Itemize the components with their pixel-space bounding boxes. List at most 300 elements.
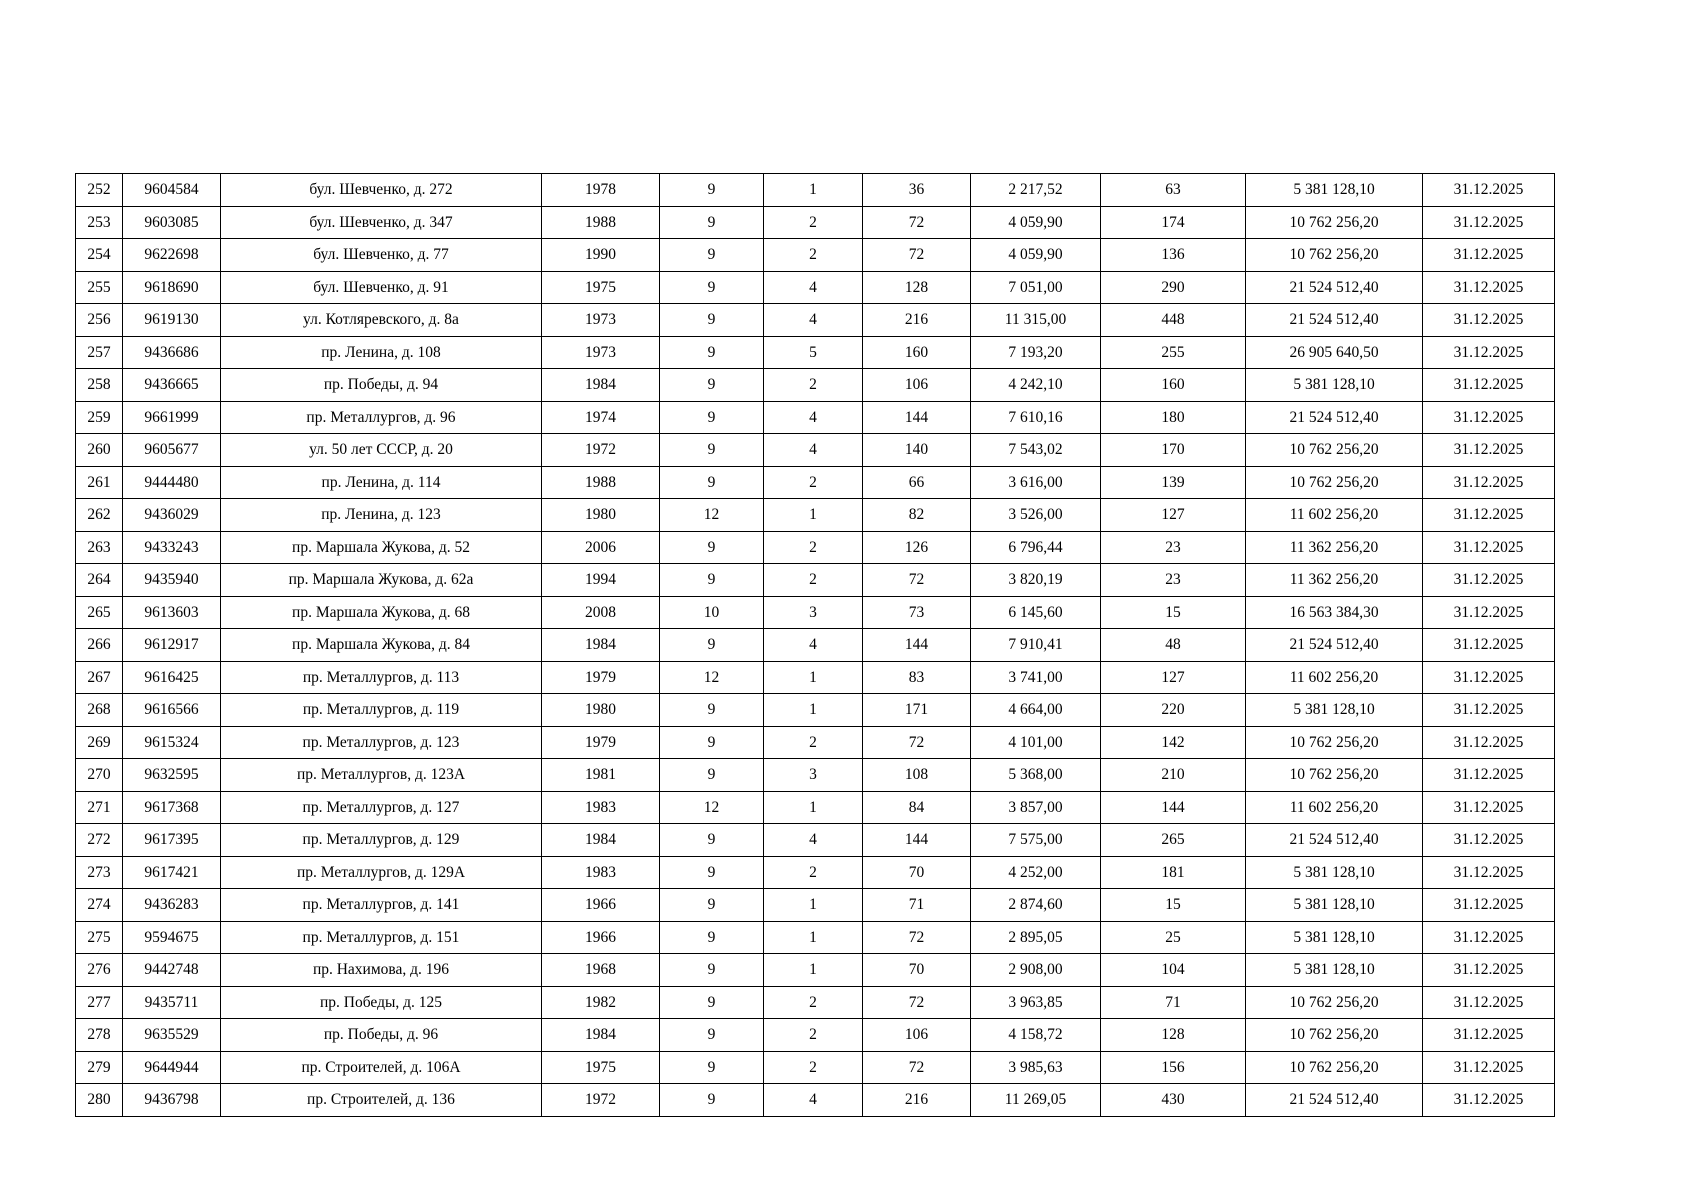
floors-cell: 9 <box>660 1051 764 1084</box>
floors-cell: 9 <box>660 174 764 207</box>
table-row <box>76 629 1555 662</box>
entrances-cell: 5 <box>764 336 863 369</box>
table-row <box>76 889 1555 922</box>
table-row <box>76 369 1555 402</box>
residents-cell: 180 <box>1101 401 1246 434</box>
deadline-date-cell: 31.12.2025 <box>1423 824 1555 857</box>
floors-cell: 9 <box>660 564 764 597</box>
apartments-cell: 106 <box>863 1019 971 1052</box>
amount-cell: 10 762 256,20 <box>1246 1051 1423 1084</box>
year-built-cell: 1978 <box>542 174 660 207</box>
row-number-cell: 272 <box>76 824 123 857</box>
residents-cell: 127 <box>1101 661 1246 694</box>
house-code-cell: 9644944 <box>123 1051 221 1084</box>
row-number-cell: 267 <box>76 661 123 694</box>
area-cell: 7 193,20 <box>971 336 1101 369</box>
year-built-cell: 1984 <box>542 629 660 662</box>
address-cell: пр. Металлургов, д. 129А <box>221 856 542 889</box>
house-code-cell: 9604584 <box>123 174 221 207</box>
apartments-cell: 144 <box>863 824 971 857</box>
amount-cell: 16 563 384,30 <box>1246 596 1423 629</box>
table-row <box>76 239 1555 272</box>
apartments-cell: 72 <box>863 726 971 759</box>
table-row <box>76 1051 1555 1084</box>
residents-cell: 104 <box>1101 954 1246 987</box>
area-cell: 3 820,19 <box>971 564 1101 597</box>
address-cell: пр. Строителей, д. 106А <box>221 1051 542 1084</box>
residents-cell: 71 <box>1101 986 1246 1019</box>
residents-cell: 220 <box>1101 694 1246 727</box>
deadline-date-cell: 31.12.2025 <box>1423 661 1555 694</box>
address-cell: пр. Металлургов, д. 141 <box>221 889 542 922</box>
area-cell: 2 908,00 <box>971 954 1101 987</box>
entrances-cell: 4 <box>764 271 863 304</box>
entrances-cell: 2 <box>764 1051 863 1084</box>
row-number-cell: 279 <box>76 1051 123 1084</box>
table-row <box>76 434 1555 467</box>
deadline-date-cell: 31.12.2025 <box>1423 336 1555 369</box>
apartments-cell: 126 <box>863 531 971 564</box>
apartments-cell: 83 <box>863 661 971 694</box>
row-number-cell: 268 <box>76 694 123 727</box>
house-code-cell: 9435711 <box>123 986 221 1019</box>
house-code-cell: 9616425 <box>123 661 221 694</box>
table-row <box>76 1019 1555 1052</box>
floors-cell: 9 <box>660 921 764 954</box>
apartments-cell: 72 <box>863 1051 971 1084</box>
table-row <box>76 661 1555 694</box>
deadline-date-cell: 31.12.2025 <box>1423 954 1555 987</box>
row-number-cell: 252 <box>76 174 123 207</box>
apartments-cell: 216 <box>863 304 971 337</box>
address-cell: пр. Ленина, д. 114 <box>221 466 542 499</box>
housing-registry-table <box>75 173 1555 1117</box>
area-cell: 11 269,05 <box>971 1084 1101 1117</box>
year-built-cell: 1980 <box>542 694 660 727</box>
year-built-cell: 1966 <box>542 921 660 954</box>
house-code-cell: 9617421 <box>123 856 221 889</box>
address-cell: пр. Металлургов, д. 119 <box>221 694 542 727</box>
entrances-cell: 2 <box>764 1019 863 1052</box>
year-built-cell: 1980 <box>542 499 660 532</box>
deadline-date-cell: 31.12.2025 <box>1423 369 1555 402</box>
house-code-cell: 9632595 <box>123 759 221 792</box>
deadline-date-cell: 31.12.2025 <box>1423 174 1555 207</box>
area-cell: 4 059,90 <box>971 206 1101 239</box>
area-cell: 7 543,02 <box>971 434 1101 467</box>
entrances-cell: 2 <box>764 206 863 239</box>
house-code-cell: 9442748 <box>123 954 221 987</box>
residents-cell: 15 <box>1101 889 1246 922</box>
address-cell: пр. Победы, д. 125 <box>221 986 542 1019</box>
address-cell: пр. Металлургов, д. 127 <box>221 791 542 824</box>
house-code-cell: 9615324 <box>123 726 221 759</box>
house-code-cell: 9612917 <box>123 629 221 662</box>
address-cell: пр. Маршала Жукова, д. 62а <box>221 564 542 597</box>
deadline-date-cell: 31.12.2025 <box>1423 304 1555 337</box>
residents-cell: 136 <box>1101 239 1246 272</box>
entrances-cell: 1 <box>764 694 863 727</box>
deadline-date-cell: 31.12.2025 <box>1423 401 1555 434</box>
address-cell: пр. Металлургов, д. 151 <box>221 921 542 954</box>
amount-cell: 11 362 256,20 <box>1246 531 1423 564</box>
year-built-cell: 1983 <box>542 856 660 889</box>
year-built-cell: 1975 <box>542 1051 660 1084</box>
floors-cell: 9 <box>660 239 764 272</box>
deadline-date-cell: 31.12.2025 <box>1423 856 1555 889</box>
year-built-cell: 1988 <box>542 466 660 499</box>
entrances-cell: 2 <box>764 856 863 889</box>
deadline-date-cell: 31.12.2025 <box>1423 921 1555 954</box>
residents-cell: 48 <box>1101 629 1246 662</box>
row-number-cell: 273 <box>76 856 123 889</box>
entrances-cell: 1 <box>764 791 863 824</box>
address-cell: пр. Маршала Жукова, д. 52 <box>221 531 542 564</box>
amount-cell: 10 762 256,20 <box>1246 434 1423 467</box>
row-number-cell: 262 <box>76 499 123 532</box>
deadline-date-cell: 31.12.2025 <box>1423 1019 1555 1052</box>
house-code-cell: 9436686 <box>123 336 221 369</box>
table-row <box>76 856 1555 889</box>
house-code-cell: 9618690 <box>123 271 221 304</box>
row-number-cell: 261 <box>76 466 123 499</box>
year-built-cell: 1982 <box>542 986 660 1019</box>
address-cell: пр. Маршала Жукова, д. 68 <box>221 596 542 629</box>
amount-cell: 10 762 256,20 <box>1246 239 1423 272</box>
house-code-cell: 9433243 <box>123 531 221 564</box>
residents-cell: 210 <box>1101 759 1246 792</box>
area-cell: 2 874,60 <box>971 889 1101 922</box>
year-built-cell: 1975 <box>542 271 660 304</box>
area-cell: 3 616,00 <box>971 466 1101 499</box>
residents-cell: 156 <box>1101 1051 1246 1084</box>
row-number-cell: 280 <box>76 1084 123 1117</box>
floors-cell: 12 <box>660 661 764 694</box>
entrances-cell: 4 <box>764 1084 863 1117</box>
row-number-cell: 265 <box>76 596 123 629</box>
amount-cell: 21 524 512,40 <box>1246 271 1423 304</box>
residents-cell: 139 <box>1101 466 1246 499</box>
residents-cell: 255 <box>1101 336 1246 369</box>
entrances-cell: 2 <box>764 239 863 272</box>
floors-cell: 9 <box>660 986 764 1019</box>
address-cell: ул. 50 лет СССР, д. 20 <box>221 434 542 467</box>
table-row <box>76 921 1555 954</box>
area-cell: 3 857,00 <box>971 791 1101 824</box>
apartments-cell: 70 <box>863 856 971 889</box>
apartments-cell: 82 <box>863 499 971 532</box>
row-number-cell: 270 <box>76 759 123 792</box>
apartments-cell: 36 <box>863 174 971 207</box>
table-row <box>76 726 1555 759</box>
entrances-cell: 3 <box>764 596 863 629</box>
entrances-cell: 2 <box>764 369 863 402</box>
house-code-cell: 9616566 <box>123 694 221 727</box>
amount-cell: 5 381 128,10 <box>1246 369 1423 402</box>
deadline-date-cell: 31.12.2025 <box>1423 466 1555 499</box>
house-code-cell: 9617368 <box>123 791 221 824</box>
amount-cell: 10 762 256,20 <box>1246 466 1423 499</box>
table-row <box>76 401 1555 434</box>
amount-cell: 21 524 512,40 <box>1246 304 1423 337</box>
entrances-cell: 4 <box>764 434 863 467</box>
residents-cell: 160 <box>1101 369 1246 402</box>
deadline-date-cell: 31.12.2025 <box>1423 759 1555 792</box>
table-row <box>76 564 1555 597</box>
residents-cell: 174 <box>1101 206 1246 239</box>
floors-cell: 9 <box>660 401 764 434</box>
residents-cell: 144 <box>1101 791 1246 824</box>
deadline-date-cell: 31.12.2025 <box>1423 434 1555 467</box>
deadline-date-cell: 31.12.2025 <box>1423 239 1555 272</box>
area-cell: 6 796,44 <box>971 531 1101 564</box>
table-row <box>76 824 1555 857</box>
house-code-cell: 9436283 <box>123 889 221 922</box>
year-built-cell: 1979 <box>542 661 660 694</box>
table-row <box>76 336 1555 369</box>
table-body <box>76 174 1555 1117</box>
area-cell: 6 145,60 <box>971 596 1101 629</box>
table-row <box>76 531 1555 564</box>
address-cell: пр. Победы, д. 94 <box>221 369 542 402</box>
residents-cell: 448 <box>1101 304 1246 337</box>
row-number-cell: 266 <box>76 629 123 662</box>
entrances-cell: 1 <box>764 661 863 694</box>
year-built-cell: 2008 <box>542 596 660 629</box>
year-built-cell: 1974 <box>542 401 660 434</box>
apartments-cell: 70 <box>863 954 971 987</box>
row-number-cell: 257 <box>76 336 123 369</box>
house-code-cell: 9622698 <box>123 239 221 272</box>
apartments-cell: 84 <box>863 791 971 824</box>
house-code-cell: 9436665 <box>123 369 221 402</box>
row-number-cell: 276 <box>76 954 123 987</box>
residents-cell: 128 <box>1101 1019 1246 1052</box>
area-cell: 4 252,00 <box>971 856 1101 889</box>
apartments-cell: 216 <box>863 1084 971 1117</box>
deadline-date-cell: 31.12.2025 <box>1423 499 1555 532</box>
entrances-cell: 2 <box>764 564 863 597</box>
apartments-cell: 73 <box>863 596 971 629</box>
amount-cell: 10 762 256,20 <box>1246 726 1423 759</box>
floors-cell: 9 <box>660 369 764 402</box>
area-cell: 4 059,90 <box>971 239 1101 272</box>
amount-cell: 10 762 256,20 <box>1246 1019 1423 1052</box>
amount-cell: 5 381 128,10 <box>1246 856 1423 889</box>
entrances-cell: 2 <box>764 726 863 759</box>
row-number-cell: 278 <box>76 1019 123 1052</box>
entrances-cell: 1 <box>764 499 863 532</box>
entrances-cell: 2 <box>764 531 863 564</box>
year-built-cell: 1972 <box>542 1084 660 1117</box>
apartments-cell: 144 <box>863 401 971 434</box>
address-cell: бул. Шевченко, д. 77 <box>221 239 542 272</box>
residents-cell: 23 <box>1101 531 1246 564</box>
area-cell: 3 526,00 <box>971 499 1101 532</box>
residents-cell: 142 <box>1101 726 1246 759</box>
address-cell: пр. Ленина, д. 123 <box>221 499 542 532</box>
entrances-cell: 4 <box>764 629 863 662</box>
house-code-cell: 9594675 <box>123 921 221 954</box>
floors-cell: 9 <box>660 1019 764 1052</box>
amount-cell: 21 524 512,40 <box>1246 1084 1423 1117</box>
house-code-cell: 9436798 <box>123 1084 221 1117</box>
house-code-cell: 9635529 <box>123 1019 221 1052</box>
house-code-cell: 9603085 <box>123 206 221 239</box>
year-built-cell: 1983 <box>542 791 660 824</box>
area-cell: 4 242,10 <box>971 369 1101 402</box>
year-built-cell: 1973 <box>542 336 660 369</box>
residents-cell: 63 <box>1101 174 1246 207</box>
amount-cell: 11 362 256,20 <box>1246 564 1423 597</box>
area-cell: 7 610,16 <box>971 401 1101 434</box>
address-cell: пр. Ленина, д. 108 <box>221 336 542 369</box>
amount-cell: 11 602 256,20 <box>1246 791 1423 824</box>
row-number-cell: 269 <box>76 726 123 759</box>
house-code-cell: 9661999 <box>123 401 221 434</box>
amount-cell: 10 762 256,20 <box>1246 206 1423 239</box>
table-row <box>76 759 1555 792</box>
floors-cell: 9 <box>660 856 764 889</box>
amount-cell: 10 762 256,20 <box>1246 759 1423 792</box>
house-code-cell: 9619130 <box>123 304 221 337</box>
deadline-date-cell: 31.12.2025 <box>1423 629 1555 662</box>
house-code-cell: 9444480 <box>123 466 221 499</box>
floors-cell: 9 <box>660 466 764 499</box>
entrances-cell: 1 <box>764 174 863 207</box>
address-cell: пр. Строителей, д. 136 <box>221 1084 542 1117</box>
address-cell: пр. Металлургов, д. 123А <box>221 759 542 792</box>
apartments-cell: 72 <box>863 206 971 239</box>
table-row <box>76 466 1555 499</box>
deadline-date-cell: 31.12.2025 <box>1423 206 1555 239</box>
apartments-cell: 71 <box>863 889 971 922</box>
area-cell: 2 217,52 <box>971 174 1101 207</box>
apartments-cell: 171 <box>863 694 971 727</box>
amount-cell: 10 762 256,20 <box>1246 986 1423 1019</box>
table-row <box>76 694 1555 727</box>
row-number-cell: 260 <box>76 434 123 467</box>
row-number-cell: 264 <box>76 564 123 597</box>
residents-cell: 25 <box>1101 921 1246 954</box>
area-cell: 3 985,63 <box>971 1051 1101 1084</box>
house-code-cell: 9613603 <box>123 596 221 629</box>
address-cell: пр. Маршала Жукова, д. 84 <box>221 629 542 662</box>
row-number-cell: 255 <box>76 271 123 304</box>
address-cell: пр. Нахимова, д. 196 <box>221 954 542 987</box>
entrances-cell: 2 <box>764 466 863 499</box>
deadline-date-cell: 31.12.2025 <box>1423 694 1555 727</box>
entrances-cell: 4 <box>764 824 863 857</box>
area-cell: 5 368,00 <box>971 759 1101 792</box>
entrances-cell: 4 <box>764 304 863 337</box>
table-row <box>76 271 1555 304</box>
residents-cell: 127 <box>1101 499 1246 532</box>
apartments-cell: 72 <box>863 921 971 954</box>
amount-cell: 21 524 512,40 <box>1246 824 1423 857</box>
apartments-cell: 72 <box>863 239 971 272</box>
amount-cell: 26 905 640,50 <box>1246 336 1423 369</box>
deadline-date-cell: 31.12.2025 <box>1423 791 1555 824</box>
entrances-cell: 1 <box>764 921 863 954</box>
floors-cell: 9 <box>660 304 764 337</box>
amount-cell: 5 381 128,10 <box>1246 174 1423 207</box>
table-row <box>76 1084 1555 1117</box>
apartments-cell: 66 <box>863 466 971 499</box>
table-row <box>76 499 1555 532</box>
floors-cell: 9 <box>660 759 764 792</box>
floors-cell: 9 <box>660 1084 764 1117</box>
area-cell: 7 910,41 <box>971 629 1101 662</box>
address-cell: бул. Шевченко, д. 347 <box>221 206 542 239</box>
house-code-cell: 9436029 <box>123 499 221 532</box>
entrances-cell: 4 <box>764 401 863 434</box>
table-row <box>76 954 1555 987</box>
house-code-cell: 9605677 <box>123 434 221 467</box>
amount-cell: 11 602 256,20 <box>1246 499 1423 532</box>
entrances-cell: 3 <box>764 759 863 792</box>
year-built-cell: 1984 <box>542 369 660 402</box>
house-code-cell: 9435940 <box>123 564 221 597</box>
row-number-cell: 259 <box>76 401 123 434</box>
row-number-cell: 271 <box>76 791 123 824</box>
residents-cell: 430 <box>1101 1084 1246 1117</box>
floors-cell: 9 <box>660 206 764 239</box>
table-row <box>76 304 1555 337</box>
floors-cell: 9 <box>660 629 764 662</box>
residents-cell: 181 <box>1101 856 1246 889</box>
year-built-cell: 1981 <box>542 759 660 792</box>
address-cell: пр. Победы, д. 96 <box>221 1019 542 1052</box>
deadline-date-cell: 31.12.2025 <box>1423 564 1555 597</box>
year-built-cell: 1973 <box>542 304 660 337</box>
area-cell: 2 895,05 <box>971 921 1101 954</box>
amount-cell: 21 524 512,40 <box>1246 629 1423 662</box>
apartments-cell: 144 <box>863 629 971 662</box>
apartments-cell: 140 <box>863 434 971 467</box>
house-code-cell: 9617395 <box>123 824 221 857</box>
entrances-cell: 2 <box>764 986 863 1019</box>
floors-cell: 12 <box>660 499 764 532</box>
apartments-cell: 72 <box>863 986 971 1019</box>
residents-cell: 290 <box>1101 271 1246 304</box>
deadline-date-cell: 31.12.2025 <box>1423 986 1555 1019</box>
year-built-cell: 1990 <box>542 239 660 272</box>
area-cell: 3 963,85 <box>971 986 1101 1019</box>
residents-cell: 23 <box>1101 564 1246 597</box>
residents-cell: 15 <box>1101 596 1246 629</box>
address-cell: пр. Металлургов, д. 113 <box>221 661 542 694</box>
apartments-cell: 72 <box>863 564 971 597</box>
amount-cell: 5 381 128,10 <box>1246 889 1423 922</box>
table-row <box>76 206 1555 239</box>
deadline-date-cell: 31.12.2025 <box>1423 1051 1555 1084</box>
address-cell: бул. Шевченко, д. 272 <box>221 174 542 207</box>
address-cell: пр. Металлургов, д. 129 <box>221 824 542 857</box>
table-row <box>76 986 1555 1019</box>
row-number-cell: 256 <box>76 304 123 337</box>
area-cell: 7 575,00 <box>971 824 1101 857</box>
year-built-cell: 1994 <box>542 564 660 597</box>
floors-cell: 9 <box>660 954 764 987</box>
address-cell: ул. Котляревского, д. 8а <box>221 304 542 337</box>
area-cell: 4 158,72 <box>971 1019 1101 1052</box>
amount-cell: 5 381 128,10 <box>1246 694 1423 727</box>
row-number-cell: 277 <box>76 986 123 1019</box>
amount-cell: 5 381 128,10 <box>1246 921 1423 954</box>
deadline-date-cell: 31.12.2025 <box>1423 596 1555 629</box>
area-cell: 7 051,00 <box>971 271 1101 304</box>
